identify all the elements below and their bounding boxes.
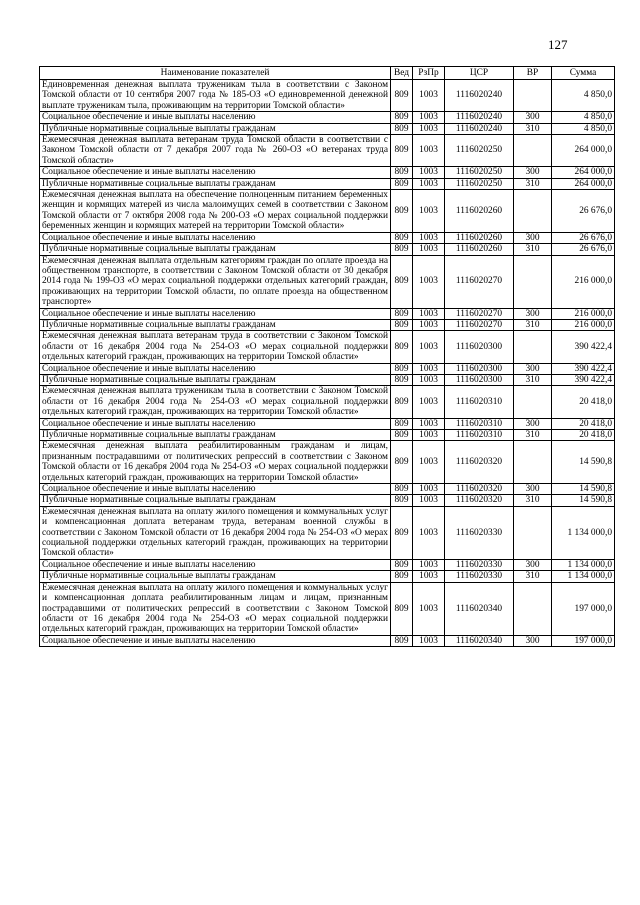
header-sum: Сумма bbox=[552, 67, 615, 80]
cell-csr: 1116020300 bbox=[445, 331, 514, 363]
cell-vr bbox=[514, 506, 552, 559]
header-vr: ВР bbox=[514, 67, 552, 80]
cell-rzpr: 1003 bbox=[413, 255, 445, 308]
cell-sum: 26 676,0 bbox=[552, 244, 615, 255]
table-row bbox=[40, 232, 615, 243]
cell-name: Социальное обеспечение и иные выплаты населению bbox=[40, 484, 391, 495]
cell-rzpr: 1003 bbox=[413, 80, 445, 112]
cell-csr: 1116020270 bbox=[445, 255, 514, 308]
cell-ved: 809 bbox=[391, 559, 413, 570]
cell-ved: 809 bbox=[391, 112, 413, 123]
cell-sum: 1 134 000,0 bbox=[552, 571, 615, 582]
cell-ved: 809 bbox=[391, 80, 413, 112]
cell-sum: 390 422,4 bbox=[552, 363, 615, 374]
cell-name: Ежемесячная денежная выплата на оплату жилого помещения и коммунальных услуг и компенсационная доплата ветеранам труда, ветеранам военной службы в соответствии с Законом Томской области от 16 декабря 2004 года № 254-ОЗ «О мерах социальной поддержки отдельных категорий граждан, проживающих на территории Томской области» bbox=[40, 506, 391, 559]
table-row bbox=[40, 484, 615, 495]
cell-csr: 1116020260 bbox=[445, 190, 514, 233]
cell-rzpr: 1003 bbox=[413, 308, 445, 319]
cell-vr: 310 bbox=[514, 178, 552, 189]
cell-vr: 300 bbox=[514, 484, 552, 495]
cell-name: Социальное обеспечение и иные выплаты населению bbox=[40, 363, 391, 374]
cell-name: Публичные нормативные социальные выплаты гражданам bbox=[40, 495, 391, 506]
table-row bbox=[40, 635, 615, 646]
header-name: Наименование показателей bbox=[40, 67, 391, 80]
cell-name: Публичные нормативные социальные выплаты гражданам bbox=[40, 430, 391, 441]
cell-rzpr: 1003 bbox=[413, 123, 445, 134]
table-row bbox=[40, 374, 615, 385]
cell-vr: 310 bbox=[514, 571, 552, 582]
cell-vr: 310 bbox=[514, 374, 552, 385]
cell-csr: 1116020340 bbox=[445, 582, 514, 635]
header-csr: ЦСР bbox=[445, 67, 514, 80]
cell-ved: 809 bbox=[391, 244, 413, 255]
cell-rzpr: 1003 bbox=[413, 178, 445, 189]
cell-sum: 1 134 000,0 bbox=[552, 559, 615, 570]
cell-ved: 809 bbox=[391, 167, 413, 178]
cell-csr: 1116020330 bbox=[445, 559, 514, 570]
cell-sum: 14 590,8 bbox=[552, 441, 615, 484]
cell-csr: 1116020320 bbox=[445, 441, 514, 484]
cell-csr: 1116020300 bbox=[445, 374, 514, 385]
cell-sum: 14 590,8 bbox=[552, 495, 615, 506]
cell-rzpr: 1003 bbox=[413, 418, 445, 429]
cell-name: Публичные нормативные социальные выплаты гражданам bbox=[40, 374, 391, 385]
cell-vr bbox=[514, 331, 552, 363]
cell-ved: 809 bbox=[391, 495, 413, 506]
cell-ved: 809 bbox=[391, 571, 413, 582]
table-row bbox=[40, 112, 615, 123]
cell-vr: 300 bbox=[514, 363, 552, 374]
cell-name: Публичные нормативные социальные выплаты гражданам bbox=[40, 123, 391, 134]
cell-vr bbox=[514, 190, 552, 233]
cell-name: Ежемесячная денежная выплата отдельным категориям граждан по оплате проезда на общественном транспорте, в соответствии с Законом Томской области от 30 декабря 2014 года № 199-ОЗ «О мерах социальной поддержки отдельных категорий граждан, проживающих на территории Томской области, по оплате проезда на общественном транспорте» bbox=[40, 255, 391, 308]
cell-vr bbox=[514, 80, 552, 112]
cell-ved: 809 bbox=[391, 331, 413, 363]
cell-rzpr: 1003 bbox=[413, 430, 445, 441]
cell-ved: 809 bbox=[391, 582, 413, 635]
cell-name: Ежемесячная денежная выплата ветеранам труда Томской области в соответствии с Законом Томской области от 7 декабря 2007 года № 260-ОЗ «О ветеранах труда Томской области» bbox=[40, 135, 391, 167]
table-header-row bbox=[40, 67, 615, 80]
cell-ved: 809 bbox=[391, 635, 413, 646]
cell-ved: 809 bbox=[391, 123, 413, 134]
table-row bbox=[40, 135, 615, 167]
cell-ved: 809 bbox=[391, 386, 413, 418]
cell-sum: 14 590,8 bbox=[552, 484, 615, 495]
table-row bbox=[40, 123, 615, 134]
cell-rzpr: 1003 bbox=[413, 112, 445, 123]
table-row bbox=[40, 80, 615, 112]
table-row bbox=[40, 167, 615, 178]
cell-rzpr: 1003 bbox=[413, 495, 445, 506]
cell-name: Социальное обеспечение и иные выплаты населению bbox=[40, 308, 391, 319]
table-row bbox=[40, 244, 615, 255]
cell-rzpr: 1003 bbox=[413, 190, 445, 233]
cell-csr: 1116020310 bbox=[445, 418, 514, 429]
cell-sum: 216 000,0 bbox=[552, 308, 615, 319]
cell-sum: 26 676,0 bbox=[552, 190, 615, 233]
cell-csr: 1116020320 bbox=[445, 495, 514, 506]
cell-csr: 1116020250 bbox=[445, 167, 514, 178]
table-row bbox=[40, 559, 615, 570]
cell-rzpr: 1003 bbox=[413, 559, 445, 570]
cell-name: Публичные нормативные социальные выплаты гражданам bbox=[40, 571, 391, 582]
cell-csr: 1116020240 bbox=[445, 112, 514, 123]
cell-sum: 4 850,0 bbox=[552, 80, 615, 112]
cell-name: Ежемесячная денежная выплата ветеранам труда в соответствии с Законом Томской области от 16 декабря 2004 года № 254-ОЗ «О мерах социальной поддержки отдельных категорий граждан, проживающих на территории Томской области» bbox=[40, 331, 391, 363]
cell-rzpr: 1003 bbox=[413, 331, 445, 363]
cell-sum: 390 422,4 bbox=[552, 374, 615, 385]
cell-sum: 264 000,0 bbox=[552, 167, 615, 178]
cell-ved: 809 bbox=[391, 190, 413, 233]
cell-ved: 809 bbox=[391, 255, 413, 308]
cell-rzpr: 1003 bbox=[413, 582, 445, 635]
cell-rzpr: 1003 bbox=[413, 167, 445, 178]
cell-sum: 264 000,0 bbox=[552, 135, 615, 167]
table-row bbox=[40, 430, 615, 441]
table-row bbox=[40, 331, 615, 363]
table-row bbox=[40, 582, 615, 635]
cell-vr: 300 bbox=[514, 232, 552, 243]
table-row bbox=[40, 386, 615, 418]
cell-name: Социальное обеспечение и иные выплаты населению bbox=[40, 635, 391, 646]
cell-name: Единовременная денежная выплата труженикам тыла в соответствии с Законом Томской области от 10 сентября 2007 года № 185-ОЗ «О единовременной денежной выплате труженикам тыла, проживающим на территории Томской области» bbox=[40, 80, 391, 112]
cell-name: Социальное обеспечение и иные выплаты населению bbox=[40, 559, 391, 570]
cell-name: Ежемесячная денежная выплата труженикам тыла в соответствии с Законом Томской области от 16 декабря 2004 года № 254-ОЗ «О мерах социальной поддержки отдельных категорий граждан, проживающих на территории Томской области» bbox=[40, 386, 391, 418]
cell-sum: 1 134 000,0 bbox=[552, 506, 615, 559]
cell-name: Публичные нормативные социальные выплаты гражданам bbox=[40, 319, 391, 330]
cell-vr: 300 bbox=[514, 635, 552, 646]
cell-rzpr: 1003 bbox=[413, 319, 445, 330]
cell-csr: 1116020240 bbox=[445, 80, 514, 112]
cell-vr bbox=[514, 386, 552, 418]
table-row bbox=[40, 190, 615, 233]
cell-rzpr: 1003 bbox=[413, 484, 445, 495]
cell-csr: 1116020330 bbox=[445, 506, 514, 559]
cell-vr bbox=[514, 255, 552, 308]
cell-vr: 300 bbox=[514, 559, 552, 570]
cell-sum: 20 418,0 bbox=[552, 430, 615, 441]
table-row bbox=[40, 418, 615, 429]
cell-ved: 809 bbox=[391, 178, 413, 189]
cell-name: Социальное обеспечение и иные выплаты населению bbox=[40, 112, 391, 123]
cell-ved: 809 bbox=[391, 484, 413, 495]
header-ved: Вед bbox=[391, 67, 413, 80]
cell-csr: 1116020310 bbox=[445, 386, 514, 418]
cell-vr bbox=[514, 441, 552, 484]
cell-csr: 1116020310 bbox=[445, 430, 514, 441]
cell-csr: 1116020260 bbox=[445, 244, 514, 255]
cell-csr: 1116020330 bbox=[445, 571, 514, 582]
cell-vr: 310 bbox=[514, 244, 552, 255]
cell-ved: 809 bbox=[391, 430, 413, 441]
cell-ved: 809 bbox=[391, 232, 413, 243]
budget-table bbox=[39, 66, 615, 647]
cell-name: Социальное обеспечение и иные выплаты населению bbox=[40, 232, 391, 243]
cell-ved: 809 bbox=[391, 319, 413, 330]
page-number: 127 bbox=[548, 37, 568, 52]
cell-sum: 197 000,0 bbox=[552, 635, 615, 646]
cell-sum: 4 850,0 bbox=[552, 123, 615, 134]
cell-csr: 1116020270 bbox=[445, 319, 514, 330]
cell-csr: 1116020240 bbox=[445, 123, 514, 134]
cell-vr: 300 bbox=[514, 308, 552, 319]
cell-sum: 20 418,0 bbox=[552, 418, 615, 429]
cell-rzpr: 1003 bbox=[413, 363, 445, 374]
cell-vr bbox=[514, 582, 552, 635]
cell-rzpr: 1003 bbox=[413, 232, 445, 243]
cell-sum: 216 000,0 bbox=[552, 255, 615, 308]
cell-ved: 809 bbox=[391, 363, 413, 374]
cell-csr: 1116020260 bbox=[445, 232, 514, 243]
cell-sum: 216 000,0 bbox=[552, 319, 615, 330]
cell-sum: 390 422,4 bbox=[552, 331, 615, 363]
cell-name: Публичные нормативные социальные выплаты гражданам bbox=[40, 244, 391, 255]
cell-vr: 310 bbox=[514, 123, 552, 134]
cell-rzpr: 1003 bbox=[413, 441, 445, 484]
cell-vr: 300 bbox=[514, 167, 552, 178]
cell-rzpr: 1003 bbox=[413, 386, 445, 418]
cell-rzpr: 1003 bbox=[413, 374, 445, 385]
cell-vr: 300 bbox=[514, 112, 552, 123]
cell-rzpr: 1003 bbox=[413, 635, 445, 646]
cell-csr: 1116020320 bbox=[445, 484, 514, 495]
cell-name: Ежемесячная денежная выплата на обеспечение полноценным питанием беременных женщин и кормящих матерей из числа малоимущих семей в соответствии с Законом Томской области от 7 октября 2008 года № 200-ОЗ «О мерах социальной поддержки беременных женщин и кормящих матерей на территории Томской области» bbox=[40, 190, 391, 233]
table-row bbox=[40, 178, 615, 189]
cell-sum: 197 000,0 bbox=[552, 582, 615, 635]
cell-vr bbox=[514, 135, 552, 167]
cell-sum: 4 850,0 bbox=[552, 112, 615, 123]
cell-csr: 1116020340 bbox=[445, 635, 514, 646]
cell-name: Социальное обеспечение и иные выплаты населению bbox=[40, 167, 391, 178]
table-row bbox=[40, 495, 615, 506]
table-row bbox=[40, 308, 615, 319]
cell-sum: 26 676,0 bbox=[552, 232, 615, 243]
cell-csr: 1116020300 bbox=[445, 363, 514, 374]
cell-sum: 264 000,0 bbox=[552, 178, 615, 189]
cell-ved: 809 bbox=[391, 374, 413, 385]
header-rzpr: РзПр bbox=[413, 67, 445, 80]
table-row bbox=[40, 441, 615, 484]
cell-ved: 809 bbox=[391, 418, 413, 429]
cell-csr: 1116020270 bbox=[445, 308, 514, 319]
cell-vr: 300 bbox=[514, 418, 552, 429]
cell-ved: 809 bbox=[391, 441, 413, 484]
cell-vr: 310 bbox=[514, 319, 552, 330]
cell-ved: 809 bbox=[391, 506, 413, 559]
cell-name: Ежемесячная денежная выплата на оплату жилого помещения и коммунальных услуг и компенсационная доплата реабилитированным лицам и лицам, признанным пострадавшими от политических репрессий в соответствии с Законом Томской области от 16 декабря 2004 года № 254-ОЗ «О мерах социальной поддержки отдельных категорий граждан, проживающих на территории Томской области» bbox=[40, 582, 391, 635]
cell-vr: 310 bbox=[514, 495, 552, 506]
cell-csr: 1116020250 bbox=[445, 178, 514, 189]
table-row bbox=[40, 255, 615, 308]
table-body bbox=[40, 80, 615, 647]
cell-name: Ежемесячная денежная выплата реабилитированным гражданам и лицам, признанным пострадавшими от политических репрессий в соответствии с Законом Томской области от 16 декабря 2004 года № 254-ОЗ «О мерах социальной поддержки отдельных категорий граждан, проживающих на территории Томской области» bbox=[40, 441, 391, 484]
table-row bbox=[40, 319, 615, 330]
table-row bbox=[40, 363, 615, 374]
cell-rzpr: 1003 bbox=[413, 244, 445, 255]
cell-name: Публичные нормативные социальные выплаты гражданам bbox=[40, 178, 391, 189]
cell-rzpr: 1003 bbox=[413, 135, 445, 167]
table-row bbox=[40, 506, 615, 559]
cell-csr: 1116020250 bbox=[445, 135, 514, 167]
cell-sum: 20 418,0 bbox=[552, 386, 615, 418]
cell-rzpr: 1003 bbox=[413, 506, 445, 559]
cell-name: Социальное обеспечение и иные выплаты населению bbox=[40, 418, 391, 429]
cell-vr: 310 bbox=[514, 430, 552, 441]
cell-ved: 809 bbox=[391, 135, 413, 167]
cell-rzpr: 1003 bbox=[413, 571, 445, 582]
table-row bbox=[40, 571, 615, 582]
cell-ved: 809 bbox=[391, 308, 413, 319]
